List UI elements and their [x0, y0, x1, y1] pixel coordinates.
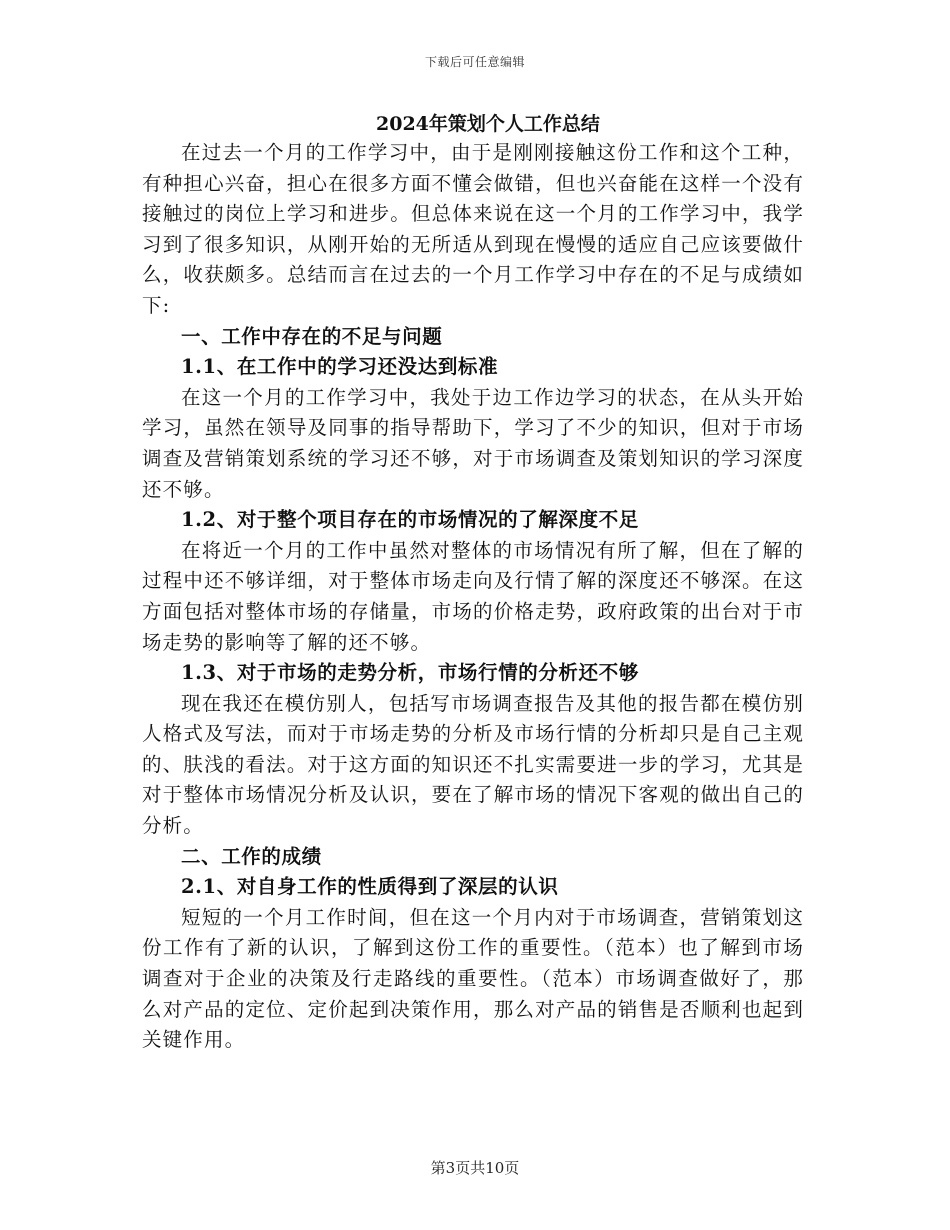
document-title: 2024年策划个人工作总结 — [376, 113, 600, 135]
page-footer: 第3页共10页 — [430, 1159, 520, 1177]
page-header: 下载后可任意编辑 — [424, 55, 525, 69]
subsection-1-3-paragraph: 现在我还在模仿别人，包括写市场调查报告及其他的报告都在模仿别人格式及写法，而对于市场走势的分析及市场行情的分析却只是自己主观的、肤浅的看法。对于这方面的知识还不扎实需要进一步的学习，尤其是对于整体市场情况分析及认识，要在了解市场的情况下客观的做出自己的分析。 — [142, 691, 804, 838]
section-2-heading: 二、工作的成绩 — [181, 844, 322, 868]
subsection-1-3-heading: 1.3、对于市场的走势分析，市场行情的分析还不够 — [181, 661, 639, 685]
intro-paragraph: 在过去一个月的工作学习中，由于是刚刚接触这份工作和这个工种，有种担心兴奋，担心在很多方面不懂会做错，但也兴奋能在这样一个没有接触过的岗位上学习和进步。但总体来说在这一个月的工作学习中，我学习到了很多知识，从刚开始的无所适从到现在慢慢的适应自己应该要做什么，收获颇多。总结而言在过去的一个月工作学习中存在的不足与成绩如下: — [142, 141, 804, 317]
document-body — [142, 110, 804, 1056]
subsection-1-1-heading: 1.1、在工作中的学习还没达到标准 — [181, 355, 499, 379]
subsection-1-2-heading: 1.2、对于整个项目存在的市场情况的了解深度不足 — [181, 508, 639, 532]
subsection-1-2-paragraph: 在将近一个月的工作中虽然对整体的市场情况有所了解，但在了解的过程中还不够详细，对于整体市场走向及行情了解的深度还不够深。在这方面包括对整体市场的存储量，市场的价格走势，政府政策的出台对于市场走势的影响等了解的还不够。 — [142, 538, 804, 654]
subsection-1-1-paragraph: 在这一个月的工作学习中，我处于边工作边学习的状态，在从头开始学习，虽然在领导及同事的指导帮助下，学习了不少的知识，但对于市场调查及营销策划系统的学习还不够，对于市场调查及策划知识的学习深度还不够。 — [142, 385, 804, 501]
subsection-2-1-heading: 2.1、对自身工作的性质得到了深层的认识 — [181, 875, 559, 899]
subsection-2-1-paragraph: 短短的一个月工作时间，但在这一个月内对于市场调查，营销策划这份工作有了新的认识，了解到这份工作的重要性。（范本）也了解到市场调查对于企业的决策及行走路线的重要性。（范本）市场调查做好了，那么对产品的定位、定价起到决策作用，那么对产品的销售是否顺利也起到关键作用。 — [142, 905, 804, 1052]
section-1-heading: 一、工作中存在的不足与问题 — [181, 324, 443, 348]
